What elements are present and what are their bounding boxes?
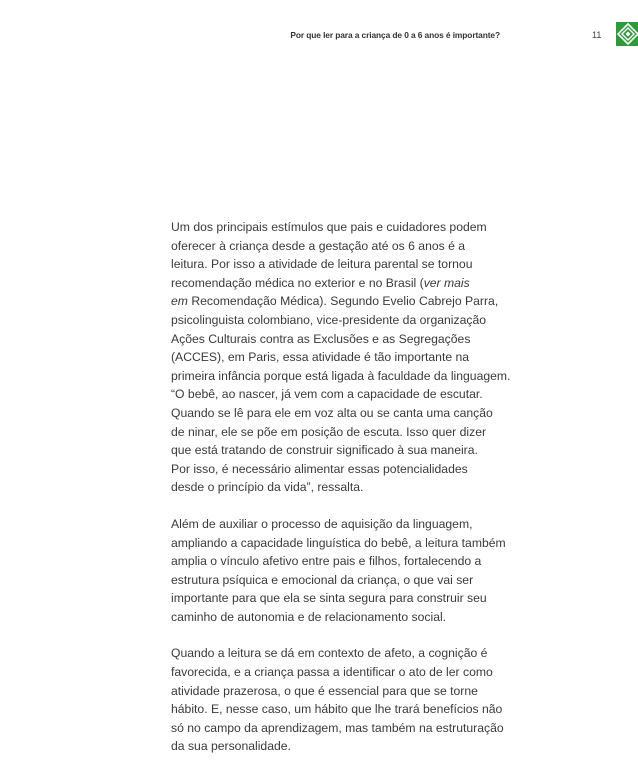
text-line: da sua personalidade.	[171, 739, 291, 754]
text-line	[171, 274, 511, 293]
text-segment: recomendação médica no exterior e no Brasil (	[171, 275, 424, 290]
text-line: “O bebê, ao nascer, já vem com a capacidade de escutar.	[171, 387, 483, 402]
text-line: que está tratando de construir significado à sua maneira.	[171, 443, 478, 458]
text-line: atividade prazerosa, o que é essencial para que se torne	[171, 683, 478, 698]
text-line: Por isso, é necessário alimentar essas potencialidades	[171, 461, 468, 476]
diamond-emblem-icon	[616, 22, 638, 46]
paragraph-3	[171, 644, 511, 756]
text-line: caminho de autonomia e de relacionamento social.	[171, 609, 447, 624]
text-line: estrutura psíquica e emocional da criança, o que vai ser	[171, 572, 474, 587]
running-title: Por que ler para a criança de 0 a 6 anos é importante?	[290, 30, 500, 40]
paragraph-2	[171, 515, 511, 627]
text-line: psicolinguista colombiano, vice-presidente da organização	[171, 312, 487, 327]
paragraph-1	[171, 218, 511, 497]
text-line: Quando se lê para ele em voz alta ou se canta uma canção	[171, 405, 493, 420]
text-line: só no campo da aprendizagem, mas também na estruturação	[171, 720, 504, 735]
text-line: Um dos principais estímulos que pais e cuidadores podem	[171, 220, 487, 234]
page-number: 11	[592, 30, 602, 40]
text-line: ampliando a capacidade linguística do bebê, a leitura também	[171, 535, 506, 550]
text-line: (ACCES), em Paris, essa atividade é tão importante na	[171, 350, 470, 365]
body-text	[171, 218, 511, 756]
text-segment: Recomendação Médica). Segundo Evelio Cabrejo Parra,	[187, 294, 499, 309]
text-line: hábito. E, nesse caso, um hábito que lhe trará benefícios não	[171, 702, 503, 717]
text-line: oferecer à criança desde a gestação até os 6 anos é a	[171, 238, 466, 253]
text-line: Além de auxiliar o processo de aquisição da linguagem,	[171, 516, 473, 531]
emphasis-text: em	[171, 294, 188, 309]
paragraph-gap	[171, 497, 511, 515]
text-line: desde o princípio da vida”, ressalta.	[171, 480, 364, 495]
text-line: importante para que ela se sinta segura para construir seu	[171, 591, 487, 606]
text-line: leitura. Por isso a atividade de leitura parental se tornou	[171, 257, 473, 272]
text-line: Ações Culturais contra as Exclusões e as Segregações	[171, 331, 471, 346]
paragraph-gap	[171, 626, 511, 644]
emphasis-text: ver mais	[423, 275, 470, 290]
text-line: amplia o vínculo afetivo entre pais e filhos, fortalecendo a	[171, 554, 482, 569]
text-line: Quando a leitura se dá em contexto de afeto, a cognição é	[171, 646, 488, 661]
text-line	[171, 292, 511, 311]
text-line: de ninar, ele se põe em posição de escuta. Isso quer dizer	[171, 424, 487, 439]
text-line: favorecida, e a criança passa a identificar o ato de ler como	[171, 665, 493, 680]
text-line: primeira infância porque está ligada à faculdade da linguagem.	[171, 368, 511, 383]
